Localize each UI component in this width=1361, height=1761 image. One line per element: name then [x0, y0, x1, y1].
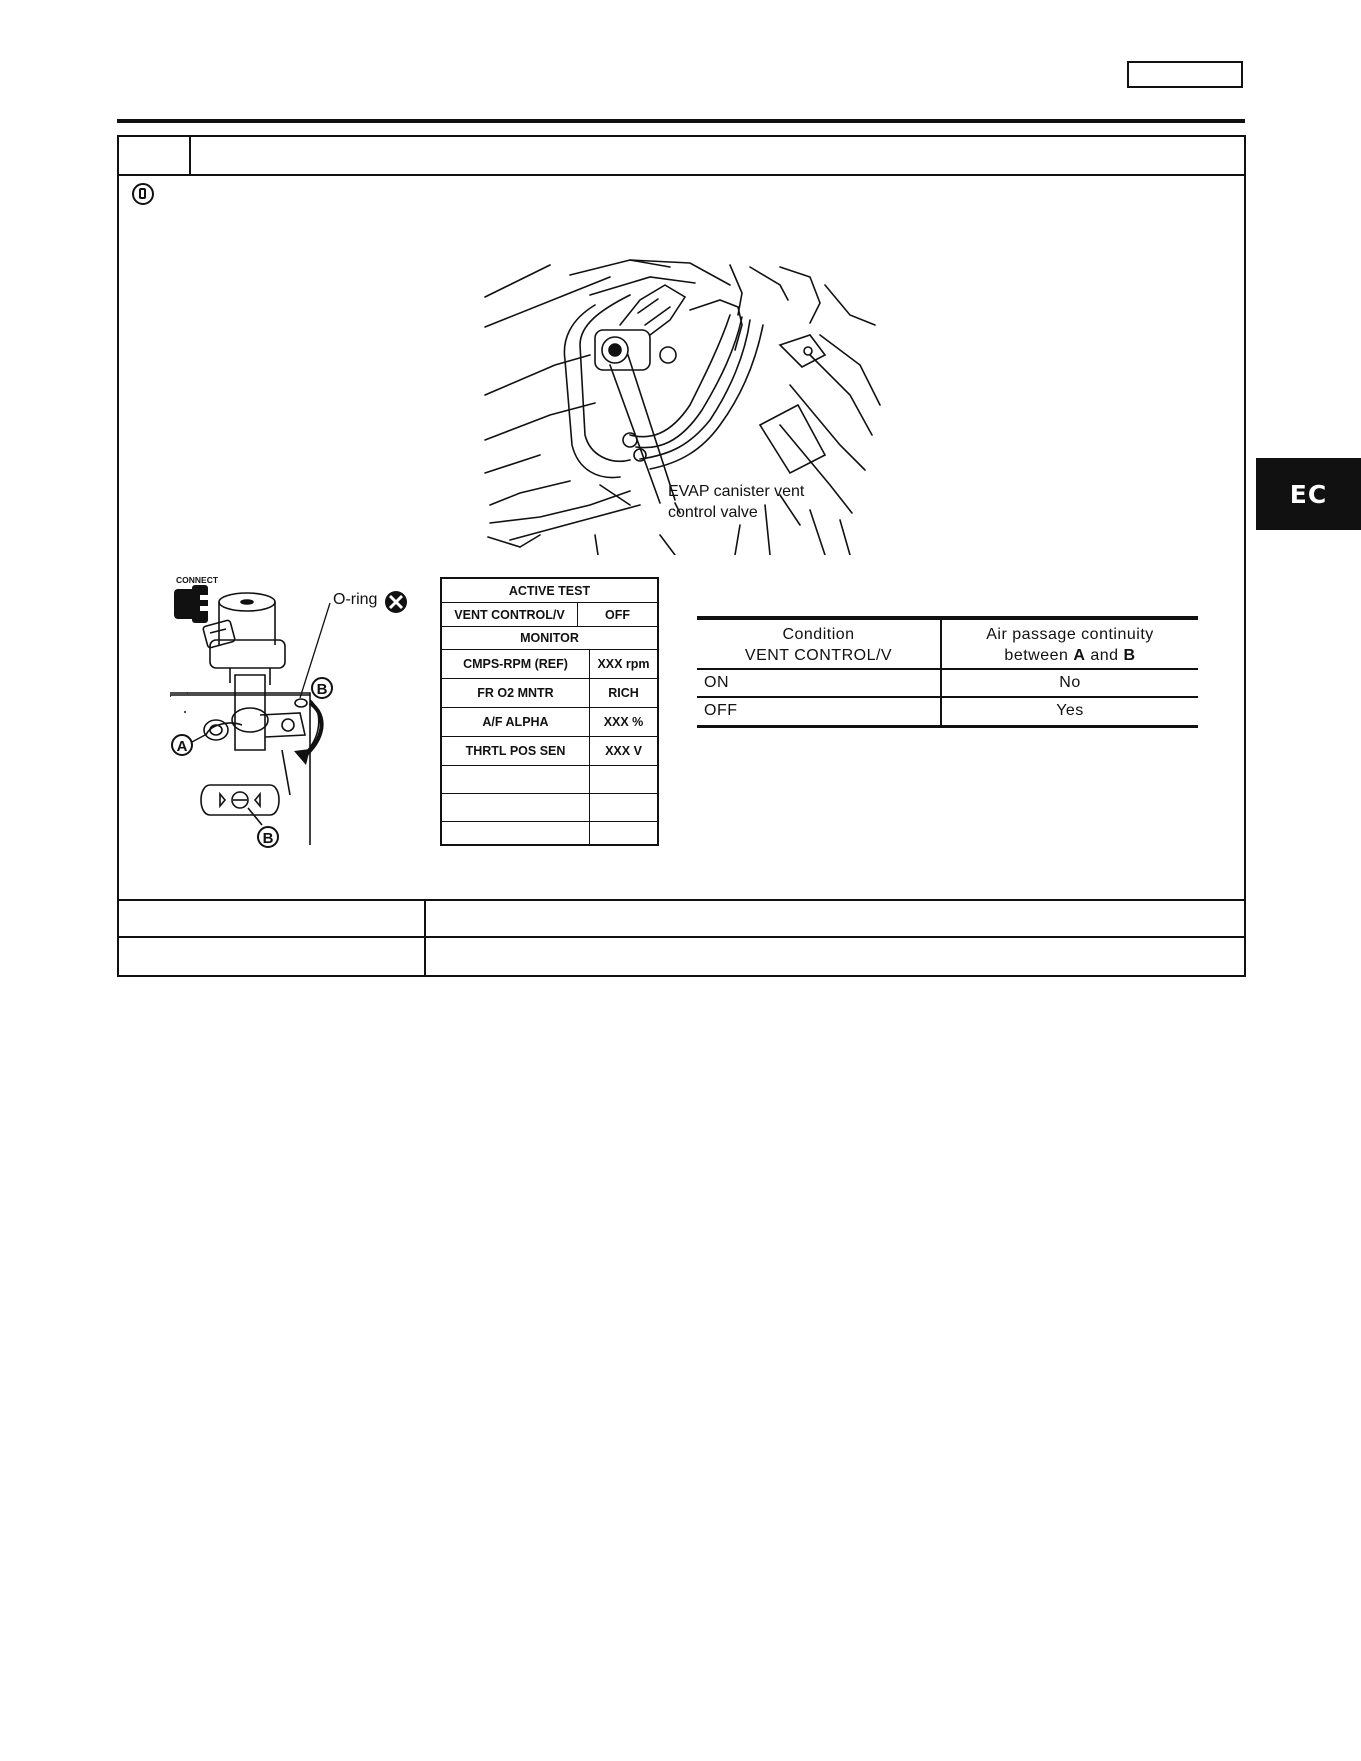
condition-header: Condition VENT CONTROL/V — [744, 626, 893, 664]
monitor-label: THRTL POS SEN — [465, 744, 566, 758]
monitor-label: CMPS-RPM (REF) — [463, 657, 568, 671]
port-b-marker — [312, 678, 332, 698]
monitor-label: A/F ALPHA — [482, 715, 549, 729]
continuity-cell: No — [1059, 674, 1081, 691]
evap-callout-line-2: control valve — [668, 504, 758, 521]
procedure-header-divider — [119, 174, 1244, 176]
monitor-value: XXX % — [589, 708, 657, 736]
continuity-cell: Yes — [1056, 702, 1084, 719]
header-rule — [117, 119, 1245, 123]
oring-label: O-ring — [333, 591, 378, 608]
monitor-label: FR O2 MNTR — [477, 686, 554, 700]
monitor-row-empty — [442, 766, 657, 794]
port-a-marker — [172, 735, 192, 755]
continuity-header: Air passage continuity between A and B — [986, 626, 1154, 664]
vent-control-label: VENT CONTROL/V — [454, 607, 565, 622]
do-not-reuse-icon — [385, 591, 407, 613]
vent-control-value: OFF — [577, 603, 657, 626]
monitor-title: MONITOR — [442, 627, 657, 650]
monitor-row — [442, 650, 657, 679]
result-column-divider — [424, 901, 426, 975]
svg-text:B: B — [316, 681, 328, 698]
gasket-port-b-marker — [258, 827, 278, 847]
evap-callout-line-1: EVAP canister vent — [668, 483, 805, 500]
result-row-divider-1 — [119, 899, 1244, 901]
svg-text:A: A — [176, 738, 188, 755]
svg-text:B: B — [262, 830, 274, 847]
monitor-row — [442, 737, 657, 766]
condition-cell: ON — [704, 674, 729, 691]
page-number-box — [1127, 61, 1243, 88]
evap-valve-location-illustration — [480, 255, 890, 555]
condition-cell: OFF — [704, 702, 738, 719]
section-tab-ec[interactable]: EC — [1256, 458, 1361, 530]
result-row-divider-2 — [119, 936, 1244, 938]
vent-valve-illustration — [170, 575, 410, 850]
monitor-value: XXX rpm — [589, 650, 657, 678]
monitor-value: RICH — [589, 679, 657, 707]
monitor-row — [442, 708, 657, 737]
monitor-row — [442, 679, 657, 708]
connect-icon — [174, 575, 219, 623]
active-test-vent-row — [442, 603, 657, 627]
monitor-row-empty — [442, 794, 657, 822]
monitor-row-empty — [442, 822, 657, 844]
active-test-title: ACTIVE TEST — [442, 579, 657, 603]
procedure-step-cell-divider — [189, 137, 191, 174]
active-test-screen — [440, 577, 659, 846]
consult-tool-icon — [132, 183, 154, 205]
monitor-value: XXX V — [589, 737, 657, 765]
connect-label: CONNECT — [176, 575, 219, 585]
continuity-table — [697, 616, 1198, 730]
